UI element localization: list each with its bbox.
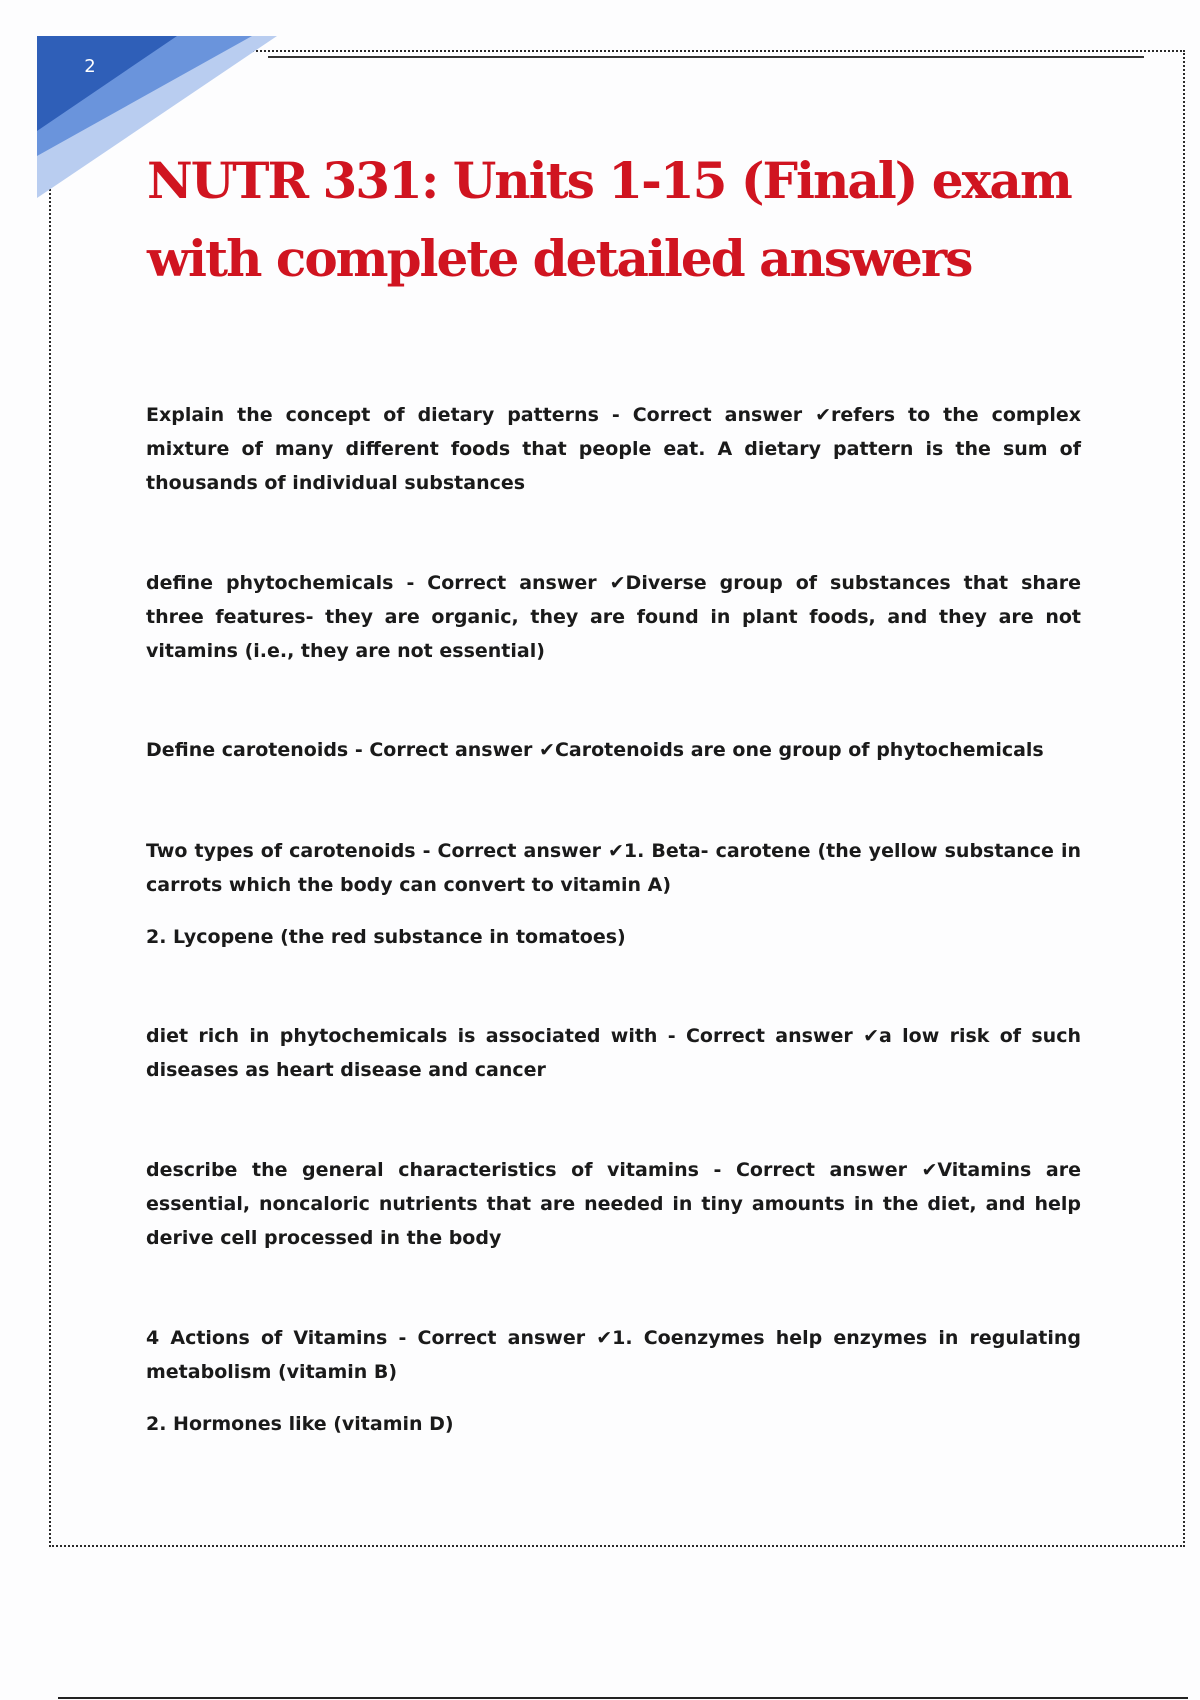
qa-entry-vitamin-characteristics: describe the general characteristics of vitamins - Correct answer ✔Vitamins are essential, noncaloric nutrients that are needed in tiny amounts in the diet, and help derive cell processed in the body [146,1159,1081,1249]
qa-entry-carotenoids: Define carotenoids - Correct answer ✔Carotenoids are one group of phytochemicals [146,739,1044,761]
qa-entry-carotenoid-types-cont: 2. Lycopene (the red substance in tomatoes) [146,926,626,948]
footer-rule [58,1697,1188,1699]
page-number: 2 [84,56,96,77]
qa-entry-dietary-patterns: Explain the concept of dietary patterns - Correct answer ✔refers to the complex mixture of many different foods that people eat. A dietary pattern is the sum of thousands of individual substances [146,404,1081,494]
qa-entry-vitamin-actions-cont: 2. Hormones like (vitamin D) [146,1413,454,1435]
qa-entry-carotenoid-types: Two types of carotenoids - Correct answer ✔1. Beta- carotene (the yellow substance in carrots which the body can convert to vitamin A) [146,840,1081,896]
page-title: NUTR 331: Units 1-15 (Final) exam with complete detailed answers [147,151,1071,288]
qa-entry-vitamin-actions: 4 Actions of Vitamins - Correct answer ✔1. Coenzymes help enzymes in regulating metabolism (vitamin B) [146,1327,1081,1383]
qa-entry-phytochemicals: define phytochemicals - Correct answer ✔Diverse group of substances that share three features- they are organic, they are found in plant foods, and they are not vitamins (i.e., they are not essential) [146,572,1081,662]
qa-entry-phytochemical-diet: diet rich in phytochemicals is associated with - Correct answer ✔a low risk of such diseases as heart disease and cancer [146,1025,1081,1081]
header-rule [268,56,1144,58]
